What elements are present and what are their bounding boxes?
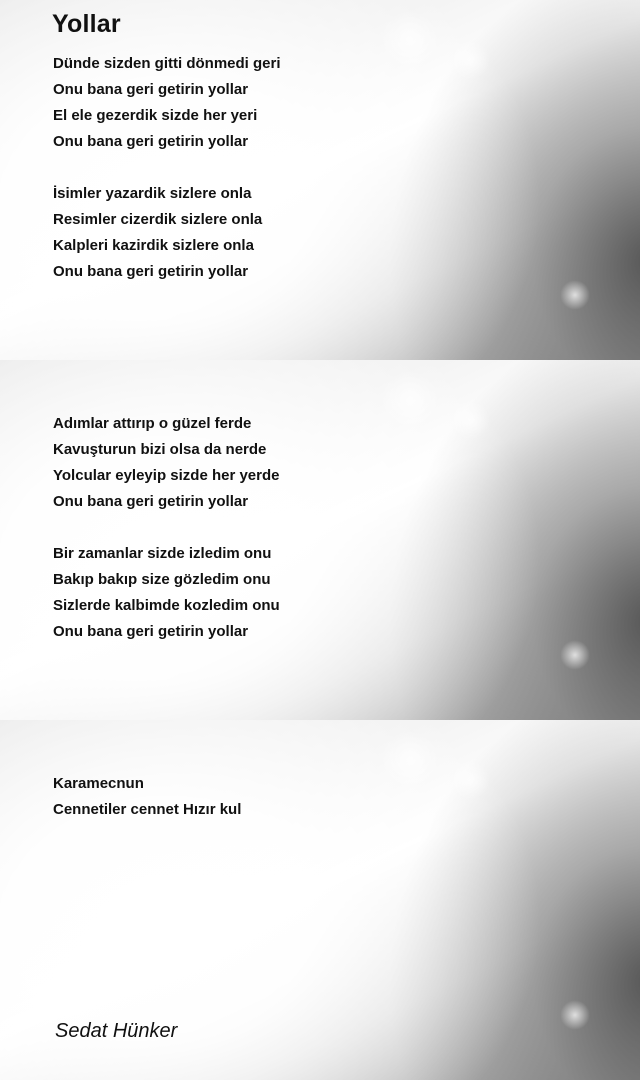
bokeh-decoration [380, 730, 440, 790]
poem-panel-2 [0, 360, 640, 720]
poem-line: El ele gezerdik sizde her yeri [53, 107, 258, 124]
poem-line: Kalpleri kazirdik sizlere onla [53, 237, 254, 254]
poem-panel-1 [0, 0, 640, 360]
poem-title: Yollar [52, 10, 121, 38]
poem-line: Sizlerde kalbimde kozledim onu [53, 597, 280, 614]
poem-author: Sedat Hünker [55, 1020, 178, 1042]
poem-line: Bakıp bakıp size gözledim onu [53, 571, 271, 588]
poem-line: Onu bana geri getirin yollar [53, 623, 249, 640]
poem-line: İsimler yazardik sizlere onla [53, 185, 252, 202]
bokeh-decoration [450, 400, 490, 440]
bokeh-decoration [380, 10, 440, 70]
poem-panel-3 [0, 720, 640, 1080]
stanza-2 [53, 181, 262, 285]
poem-line: Adımlar attırıp o güzel ferde [53, 415, 252, 432]
poem-line: Onu bana geri getirin yollar [53, 81, 249, 98]
stanza-3 [53, 411, 280, 515]
poem-line: Cennetiler cennet Hızır kul [53, 801, 242, 818]
stanza-5 [53, 771, 241, 823]
bokeh-decoration [380, 370, 440, 430]
stanza-4 [53, 541, 280, 645]
bokeh-decoration [560, 1000, 590, 1030]
poem-line: Kavuşturun bizi olsa da nerde [53, 441, 267, 458]
poem-line: Bir zamanlar sizde izledim onu [53, 545, 272, 562]
poem-line: Yolcular eyleyip sizde her yerde [53, 467, 280, 484]
stanza-1 [53, 51, 281, 155]
bokeh-decoration [450, 40, 490, 80]
poem-line: Dünde sizden gitti dönmedi geri [53, 55, 281, 72]
bokeh-decoration [560, 280, 590, 310]
poem-line: Onu bana geri getirin yollar [53, 133, 249, 150]
poem-line: Onu bana geri getirin yollar [53, 493, 249, 510]
bokeh-decoration [450, 760, 490, 800]
poem-line: Onu bana geri getirin yollar [53, 263, 249, 280]
poem-line: Resimler cizerdik sizlere onla [53, 211, 263, 228]
bokeh-decoration [560, 640, 590, 670]
poem-line: Karamecnun [53, 775, 144, 792]
